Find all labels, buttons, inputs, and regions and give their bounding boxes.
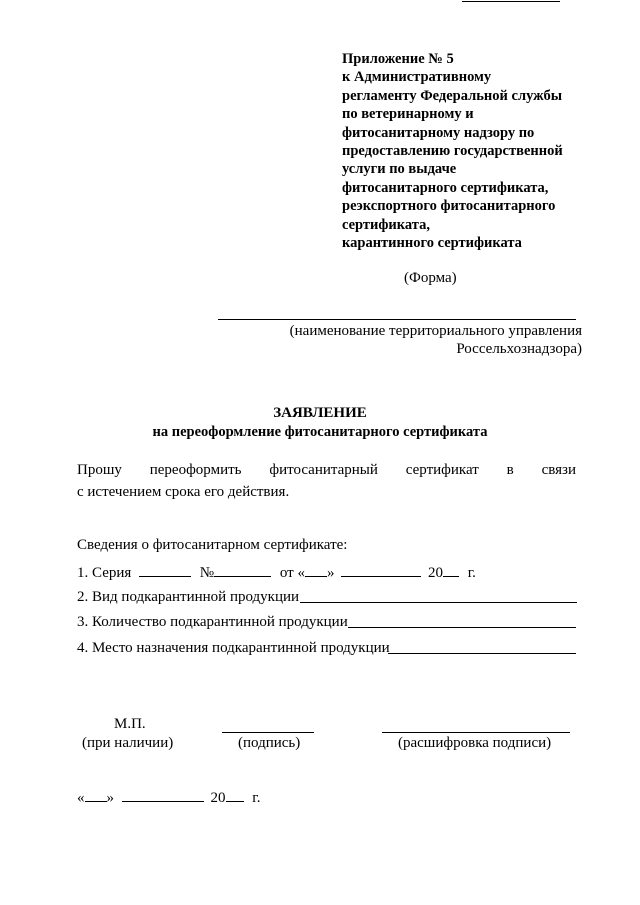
appendix-line: карантинного сертификата <box>342 235 522 252</box>
date-row <box>77 788 260 807</box>
appendix-line: услуги по выдаче <box>342 161 457 178</box>
date-year-prefix: 20 <box>210 790 226 806</box>
appendix-header <box>342 50 602 252</box>
addressee-caption <box>210 322 582 358</box>
appendix-line: к Административному <box>342 69 492 86</box>
appendix-line: реэкспортного фитосанитарного <box>342 198 556 215</box>
day-field[interactable] <box>305 563 327 577</box>
appendix-line: предоставлению государственной <box>342 143 563 160</box>
product-type-label: 2. Вид подкарантинной продукции <box>77 589 300 605</box>
signature-decode-caption: (расшифровка подписи) <box>398 735 552 751</box>
product-quantity-label: 3. Количество подкарантинной продукции <box>77 614 348 630</box>
document-title: ЗАЯВЛЕНИЕ <box>273 405 367 421</box>
request-text-continued: с истечением срока его действия. <box>77 484 290 500</box>
product-quantity-field[interactable] <box>348 627 576 628</box>
appendix-line: сертификата, <box>342 216 430 233</box>
product-quantity-row <box>77 614 348 631</box>
signature-decode-field[interactable] <box>382 732 570 733</box>
series-field[interactable] <box>139 563 191 577</box>
number-sign: № <box>199 565 215 581</box>
product-type-field[interactable] <box>300 602 577 603</box>
from-label: от « <box>279 565 305 581</box>
destination-label: 4. Место назначения подкарантинной продукции <box>77 640 390 656</box>
appendix-line: по ветеринарному и <box>342 106 474 123</box>
request-text: Прошу переоформить фитосанитарный сертификат в связи <box>77 462 576 478</box>
appendix-line: фитосанитарному надзору по <box>342 124 535 141</box>
year-prefix: 20 <box>427 565 443 581</box>
addressee-field[interactable] <box>218 319 576 320</box>
series-label: 1. Серия <box>77 565 132 581</box>
addressee-caption-line: Россельхознадзора) <box>456 341 582 357</box>
date-year-suffix: г. <box>252 790 261 806</box>
stamp-label: М.П. <box>114 716 146 732</box>
destination-row <box>77 640 390 657</box>
product-type-row <box>77 589 299 606</box>
close-quote: » <box>326 565 335 581</box>
year-suffix: г. <box>467 565 476 581</box>
date-year-field[interactable] <box>226 788 244 802</box>
document-subtitle: на переоформление фитосанитарного сертификата <box>152 424 488 440</box>
number-field[interactable] <box>214 563 271 577</box>
date-open-quote: « <box>77 790 85 806</box>
addressee-caption-line: (наименование территориального управления <box>289 323 582 339</box>
month-field[interactable] <box>341 563 421 577</box>
year-field[interactable] <box>443 563 459 577</box>
date-day-field[interactable] <box>85 788 107 802</box>
appendix-line: регламенту Федеральной службы <box>342 87 563 104</box>
certificate-info-heading: Сведения о фитосанитарном сертификате: <box>77 537 348 553</box>
signature-caption: (подпись) <box>238 735 301 751</box>
form-label: (Форма) <box>404 270 457 286</box>
stamp-note: (при наличии) <box>82 735 174 751</box>
certificate-series-row <box>77 563 476 582</box>
top-border-line <box>462 1 560 2</box>
appendix-line: фитосанитарного сертификата, <box>342 179 549 196</box>
signature-field[interactable] <box>222 732 314 733</box>
date-close-quote: » <box>106 790 114 806</box>
destination-field[interactable] <box>388 653 576 654</box>
appendix-line: Приложение № 5 <box>342 51 454 67</box>
date-month-field[interactable] <box>122 788 204 802</box>
